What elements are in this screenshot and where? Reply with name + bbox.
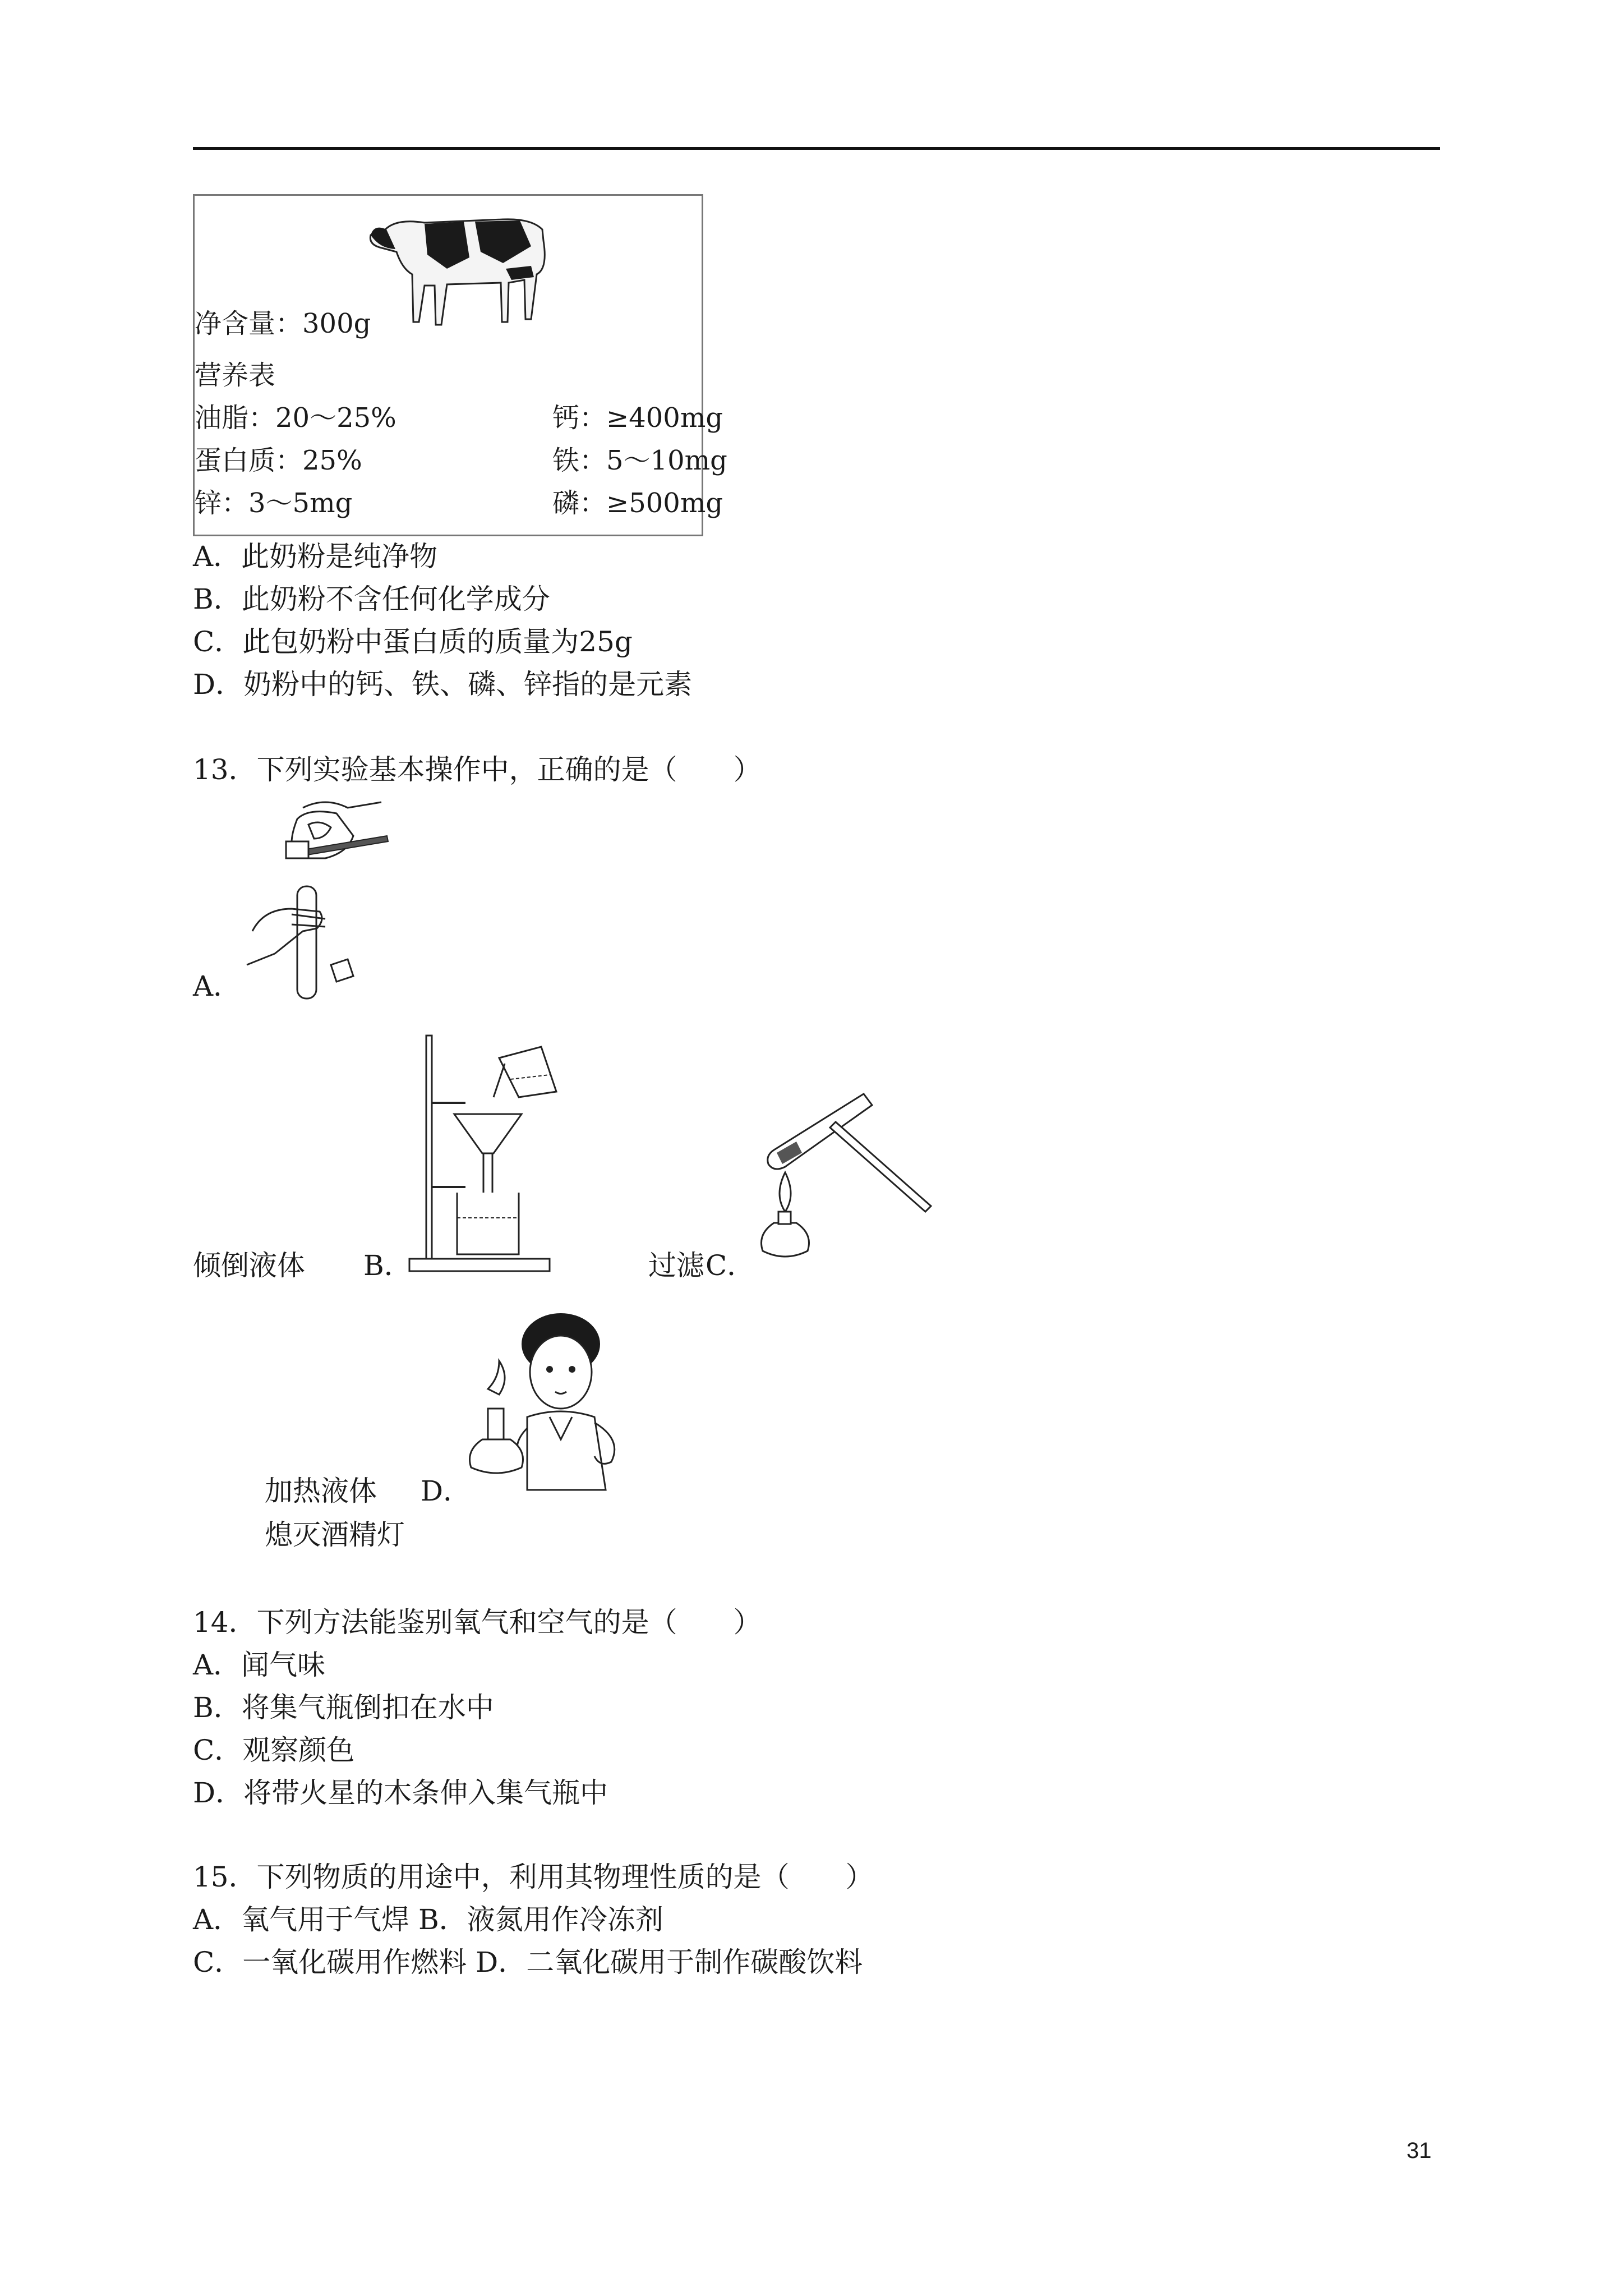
- nutrition-fat: 油脂：20～25%: [195, 402, 396, 434]
- q14-option-c: C．观察颜色: [193, 1734, 355, 1766]
- q14-option-a: A．闻气味: [193, 1649, 326, 1681]
- nutrition-title: 营养表: [195, 360, 276, 391]
- q13-c-caption: 加热液体: [265, 1475, 377, 1507]
- q13-b-caption: 过滤: [648, 1249, 704, 1282]
- extinguish-lamp-illustration: [465, 1310, 651, 1507]
- milk-powder-label: [193, 194, 727, 536]
- q15-stem: 15．下列物质的用途中，利用其物理性质的是（ ）: [193, 1861, 874, 1893]
- nutrition-iron: 铁：5～10mg: [552, 445, 727, 476]
- q13-d-label: D．: [421, 1475, 472, 1507]
- q12-option-c: C．此包奶粉中蛋白质的质量为25g: [193, 625, 633, 658]
- q12-option-d: D．奶粉中的钙、铁、磷、锌指的是元素: [193, 668, 693, 701]
- nutrition-phosphorus: 磷：≥500mg: [552, 487, 723, 519]
- q15-options-line1: A．氧气用于气焊 B．液氮用作冷冻剂: [193, 1903, 663, 1936]
- heating-liquid-illustration: [751, 1083, 942, 1279]
- q13-c-label: C．: [706, 1249, 755, 1282]
- page-number: 31: [1407, 2138, 1432, 2163]
- q13-a-label: A．: [193, 970, 242, 1002]
- nutrition-protein: 蛋白质：25%: [195, 445, 362, 476]
- q13-d-caption: 熄灭酒精灯: [265, 1519, 405, 1551]
- nutrition-calcium: 钙：≥400mg: [552, 402, 723, 434]
- q13-b-label: B．: [363, 1249, 412, 1282]
- q12-option-a: A．此奶粉是纯净物: [193, 540, 438, 573]
- q14-stem: 14．下列方法能鉴别氧气和空气的是（ ）: [193, 1606, 762, 1639]
- q14-option-b: B．将集气瓶倒扣在水中: [193, 1691, 494, 1724]
- header-rule: [193, 147, 1440, 150]
- net-content: 净含量：300g: [195, 308, 371, 339]
- q12-option-b: B．此奶粉不含任何化学成分: [193, 583, 550, 615]
- pouring-liquid-illustration: [241, 797, 387, 1004]
- nutrition-zinc: 锌：3～5mg: [195, 487, 353, 519]
- q13-a-caption: 倾倒液体: [193, 1249, 305, 1282]
- q14-option-d: D．将带火星的木条伸入集气瓶中: [193, 1777, 608, 1809]
- q15-options-line2: C．一氧化碳用作燃料 D．二氧化碳用于制作碳酸饮料: [193, 1946, 863, 1978]
- cow-illustration: [363, 207, 554, 336]
- q13-stem: 13．下列实验基本操作中，正确的是（ ）: [193, 753, 762, 786]
- filtration-illustration: [409, 1024, 606, 1277]
